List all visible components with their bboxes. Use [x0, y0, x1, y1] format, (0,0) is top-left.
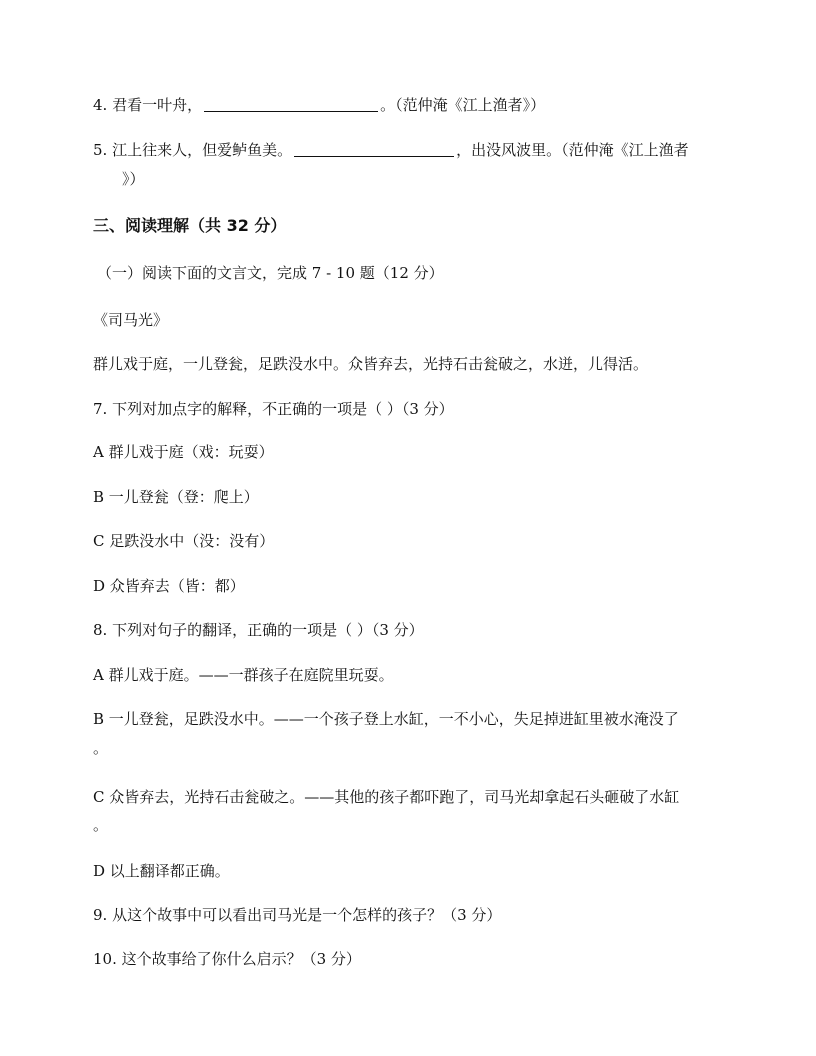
- question-5-source-end: 》）: [122, 170, 145, 188]
- question-5-continuation: [122, 168, 724, 190]
- question-7-option-c: C 足跌没水中（没：没有）: [93, 532, 275, 550]
- question-4-text: 4. 君看一叶舟，: [93, 96, 203, 114]
- question-4-source: 。（范仲淹《江上渔者》）: [380, 96, 546, 114]
- question-5-blank[interactable]: [294, 140, 454, 157]
- question-9-stem: 9. 从这个故事中可以看出司马光是一个怎样的孩子？（3 分）: [93, 906, 502, 924]
- question-7-stem: 7. 下列对加点字的解释，不正确的一项是（ ）（3 分）: [93, 400, 454, 418]
- question-5-text: 5. 江上往来人，但爱鲈鱼美。: [93, 141, 293, 159]
- passage-title: 《司马光》: [93, 311, 169, 329]
- question-8-stem: 8. 下列对句子的翻译，正确的一项是（ ）（3 分）: [93, 621, 424, 639]
- section-3-heading: 三、阅读理解（共 32 分）: [93, 216, 287, 235]
- question-5-source: ，出没风波里。（范仲淹《江上渔者: [456, 141, 689, 159]
- question-8-option-b-wrap: 。: [93, 739, 109, 757]
- question-8-option-d: D 以上翻译都正确。: [93, 862, 230, 880]
- question-7-option-a: A 群儿戏于庭（戏：玩耍）: [93, 443, 274, 461]
- question-5: [93, 139, 724, 161]
- question-8-option-a: A 群儿戏于庭。——一群孩子在庭院里玩耍。: [93, 666, 394, 684]
- question-8-option-b: B 一儿登瓮，足跌没水中。——一个孩子登上水缸，一不小心，失足掉进缸里被水淹没了: [93, 710, 679, 728]
- question-4: [93, 94, 724, 116]
- question-4-blank[interactable]: [204, 95, 378, 112]
- question-8-option-c: C 众皆弃去，光持石击瓮破之。——其他的孩子都吓跑了，司马光却拿起石头砸破了水缸: [93, 788, 680, 806]
- question-10-stem: 10. 这个故事给了你什么启示？（3 分）: [93, 950, 361, 968]
- part-1-intro: （一）阅读下面的文言文，完成 7 - 10 题（12 分）: [97, 264, 444, 282]
- passage-text: 群儿戏于庭，一儿登瓮，足跌没水中。众皆弃去，光持石击瓮破之，水迸，儿得活。: [93, 355, 649, 373]
- question-8-option-c-wrap: 。: [93, 816, 109, 834]
- question-7-option-b: B 一儿登瓮（登：爬上）: [93, 488, 259, 506]
- question-7-option-d: D 众皆弃去（皆：都）: [93, 577, 245, 595]
